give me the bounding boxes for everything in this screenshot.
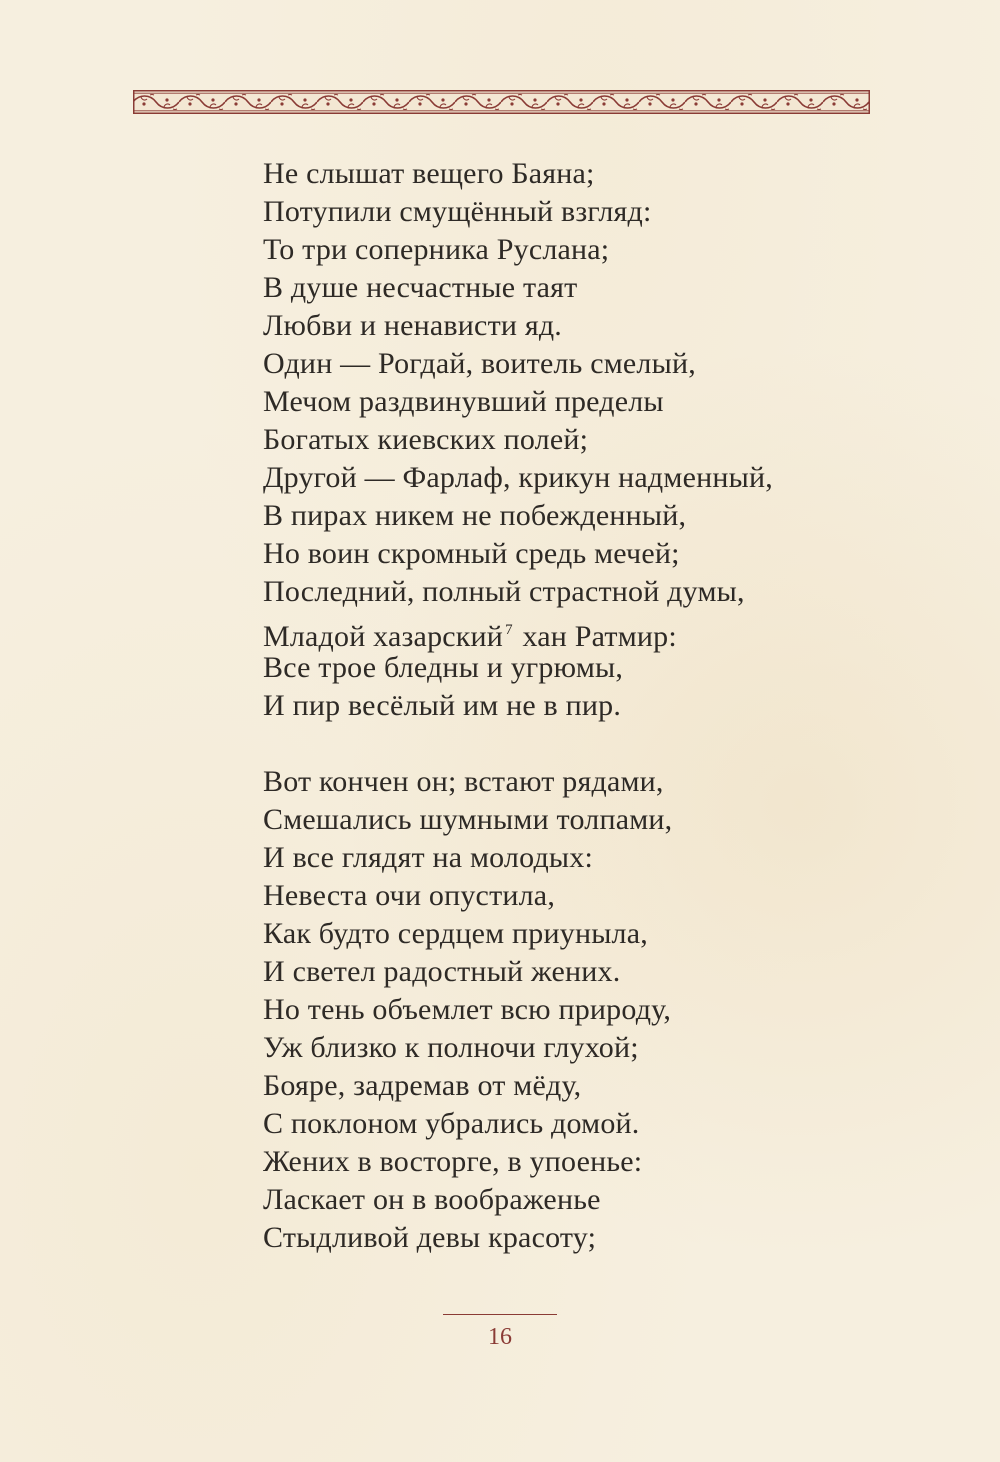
verse-line: Любви и ненависти яд. <box>263 309 562 342</box>
verse-text: Младой хазарский <box>263 620 504 653</box>
verse-line: Как будто сердцем приуныла, <box>263 917 648 950</box>
stanza-2 <box>263 763 883 1257</box>
page-number: 16 <box>488 1324 512 1350</box>
verse-line: Уж близко к полночи глухой; <box>263 1031 639 1064</box>
verse-line: Но тень объемлет всю природу, <box>263 993 672 1026</box>
verse-line: И все глядят на молодых: <box>263 841 593 874</box>
verse-line: С поклоном убрались домой. <box>263 1107 640 1140</box>
verse-line: Смешались шумными толпами, <box>263 803 673 836</box>
page-number-divider <box>443 1314 557 1315</box>
verse-line: Вот кончен он; встают рядами, <box>263 765 664 798</box>
verse-line: Богатых киевских полей; <box>263 423 589 456</box>
verse-line: В пирах никем не побежденный, <box>263 499 687 532</box>
verse-line: Потупили смущённый взгляд: <box>263 195 652 228</box>
verse-line: Стыдливой девы красоту; <box>263 1221 597 1254</box>
stanza-1 <box>263 155 883 725</box>
verse-line: В душе несчастные таят <box>263 271 578 304</box>
verse-text: хан Ратмир: <box>522 620 677 653</box>
verse-line: То три соперника Руслана; <box>263 233 610 266</box>
verse-line: Невеста очи опустила, <box>263 879 556 912</box>
poem-text <box>263 155 883 1257</box>
verse-line: Другой — Фарлаф, крикун надменный, <box>263 461 773 494</box>
verse-line: Мечом раздвинувший пределы <box>263 385 664 418</box>
verse-line: Все трое бледны и угрюмы, <box>263 651 624 684</box>
verse-line: Не слышат вещего Баяна; <box>263 157 595 190</box>
verse-line: Один — Рогдай, воитель смелый, <box>263 347 696 380</box>
verse-line-with-footnote <box>263 611 883 653</box>
verse-line: Ласкает он в воображенье <box>263 1183 601 1216</box>
verse-line: И пир весёлый им не в пир. <box>263 689 622 722</box>
ornamental-border-icon <box>133 90 870 114</box>
verse-line: Но воин скромный средь мечей; <box>263 537 680 570</box>
verse-line: Жених в восторге, в упоенье: <box>263 1145 643 1178</box>
verse-line: Последний, полный страстной думы, <box>263 575 745 608</box>
verse-line: И светел радостный жених. <box>263 955 621 988</box>
verse-line: Бояре, задремав от мёду, <box>263 1069 582 1102</box>
footnote-marker[interactable]: 7 <box>505 622 513 638</box>
